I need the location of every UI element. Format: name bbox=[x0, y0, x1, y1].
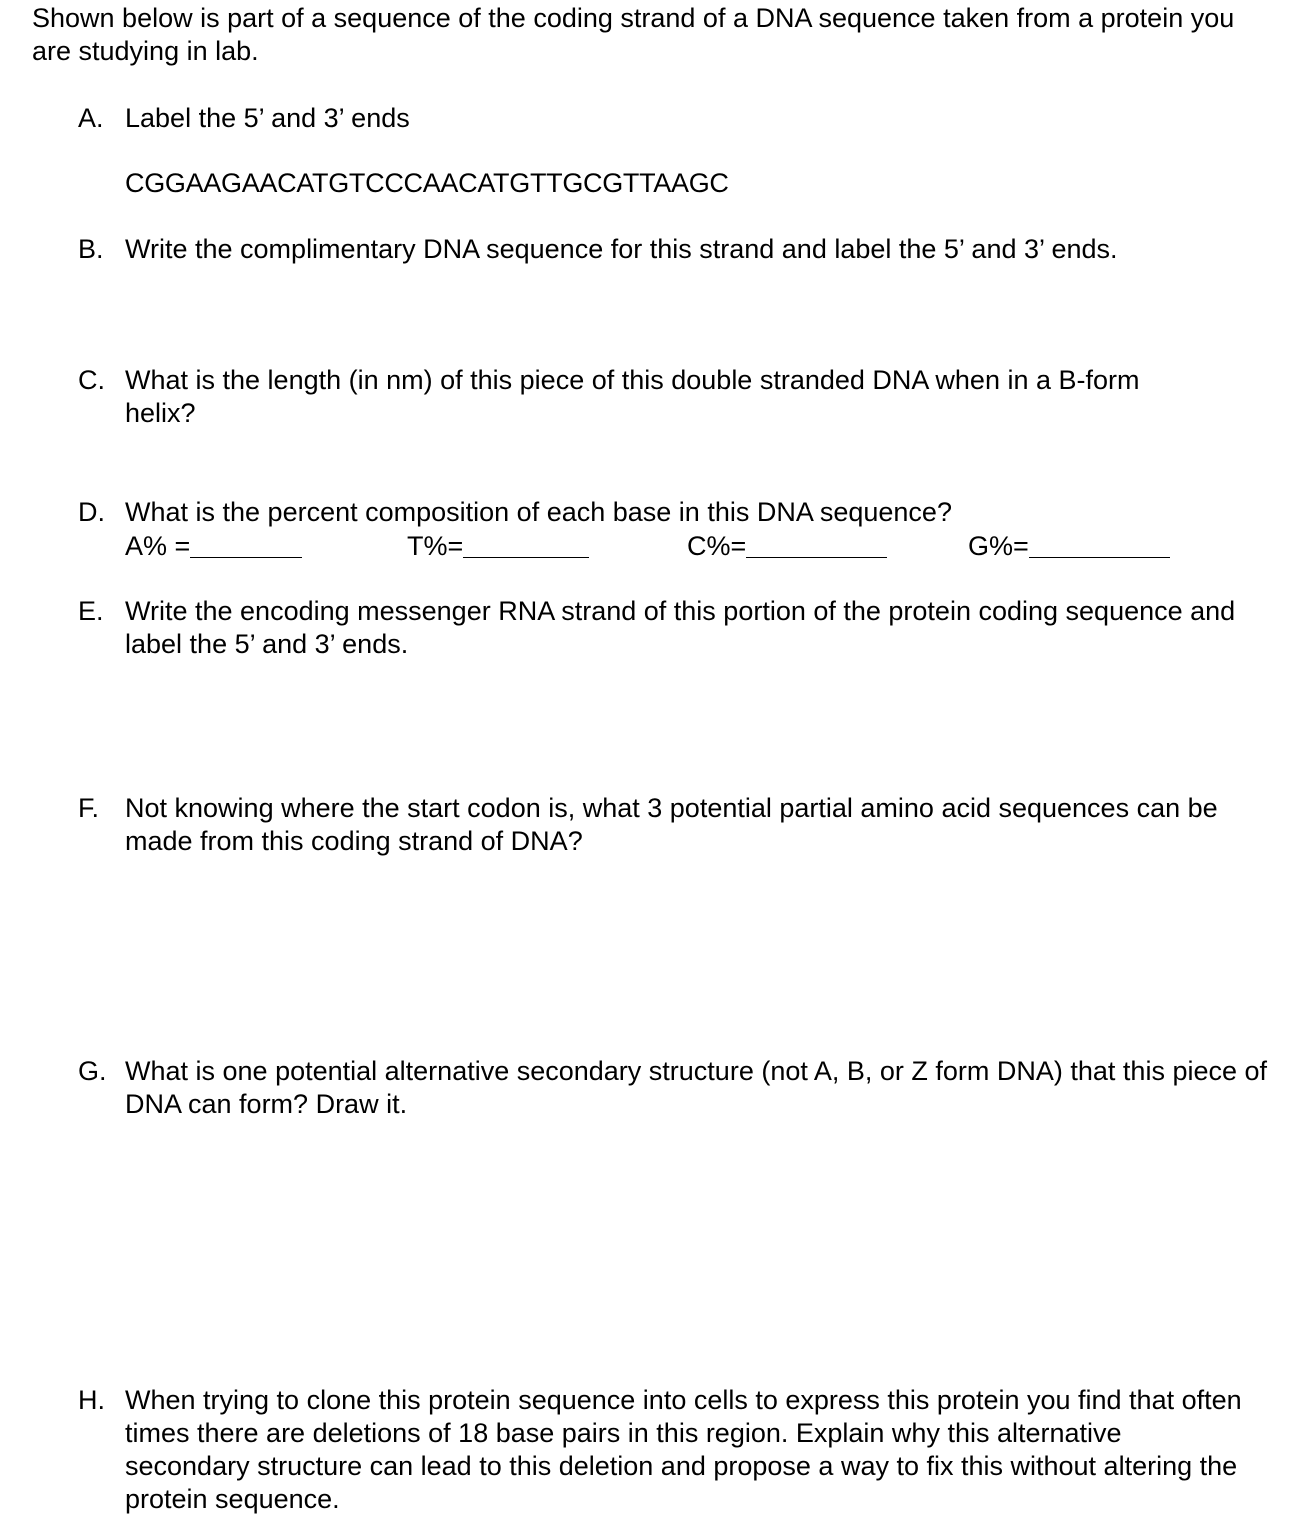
composition-blanks bbox=[0, 530, 1289, 566]
c-percent-blank bbox=[687, 530, 887, 563]
t-percent-blank bbox=[407, 530, 589, 563]
a-percent-blank bbox=[125, 530, 302, 563]
question-letter: B. bbox=[78, 234, 104, 264]
question-letter: D. bbox=[78, 497, 105, 527]
question-letter: F. bbox=[78, 793, 100, 823]
question-b bbox=[78, 233, 1268, 266]
g-percent-blank bbox=[968, 530, 1170, 563]
blank-label: C%= bbox=[687, 531, 747, 561]
answer-line[interactable] bbox=[190, 531, 302, 558]
answer-line[interactable] bbox=[463, 531, 589, 558]
question-text: When trying to clone this protein sequence into cells to express this protein you find that often times there are deletions of 18 base pairs in this region. Explain why this alternative secondary structure can lead to this deletion and propose a way to fix this without altering the protein sequence. bbox=[125, 1385, 1242, 1514]
question-e bbox=[78, 595, 1268, 661]
question-letter: G. bbox=[78, 1056, 107, 1086]
question-text: Label the 5’ and 3’ ends bbox=[125, 103, 410, 133]
question-letter: A. bbox=[78, 103, 104, 133]
question-letter: H. bbox=[78, 1385, 105, 1415]
blank-label: T%= bbox=[407, 531, 464, 561]
question-text: What is the percent composition of each base in this DNA sequence? bbox=[125, 497, 952, 527]
question-a bbox=[78, 102, 1268, 135]
question-c bbox=[78, 364, 1268, 430]
intro-text: Shown below is part of a sequence of the coding strand of a DNA sequence taken from a protein you are studying in lab. bbox=[32, 3, 1235, 66]
blank-label: A% = bbox=[125, 531, 191, 561]
question-letter: C. bbox=[78, 365, 105, 395]
answer-line[interactable] bbox=[1029, 531, 1170, 558]
question-d bbox=[78, 496, 1268, 529]
question-h bbox=[78, 1384, 1268, 1516]
question-letter: E. bbox=[78, 596, 104, 626]
answer-line[interactable] bbox=[746, 531, 887, 558]
question-text: Not knowing where the start codon is, what 3 potential partial amino acid sequences can be made from this coding strand of DNA? bbox=[125, 793, 1218, 856]
question-g bbox=[78, 1055, 1268, 1121]
question-f bbox=[78, 792, 1268, 858]
question-text: Write the encoding messenger RNA strand of this portion of the protein coding sequence and label the 5’ and 3’ ends. bbox=[125, 596, 1236, 659]
blank-label: G%= bbox=[968, 531, 1029, 561]
question-text: What is the length (in nm) of this piece of this double stranded DNA when in a B-form helix? bbox=[125, 365, 1140, 428]
question-text: Write the complimentary DNA sequence for this strand and label the 5’ and 3’ ends. bbox=[125, 234, 1118, 264]
dna-sequence: CGGAAGAACATGTCCCAACATGTTGCGTTAAGC bbox=[125, 168, 729, 198]
question-text: What is one potential alternative secondary structure (not A, B, or Z form DNA) that this piece of DNA can form? Draw it. bbox=[125, 1056, 1268, 1119]
